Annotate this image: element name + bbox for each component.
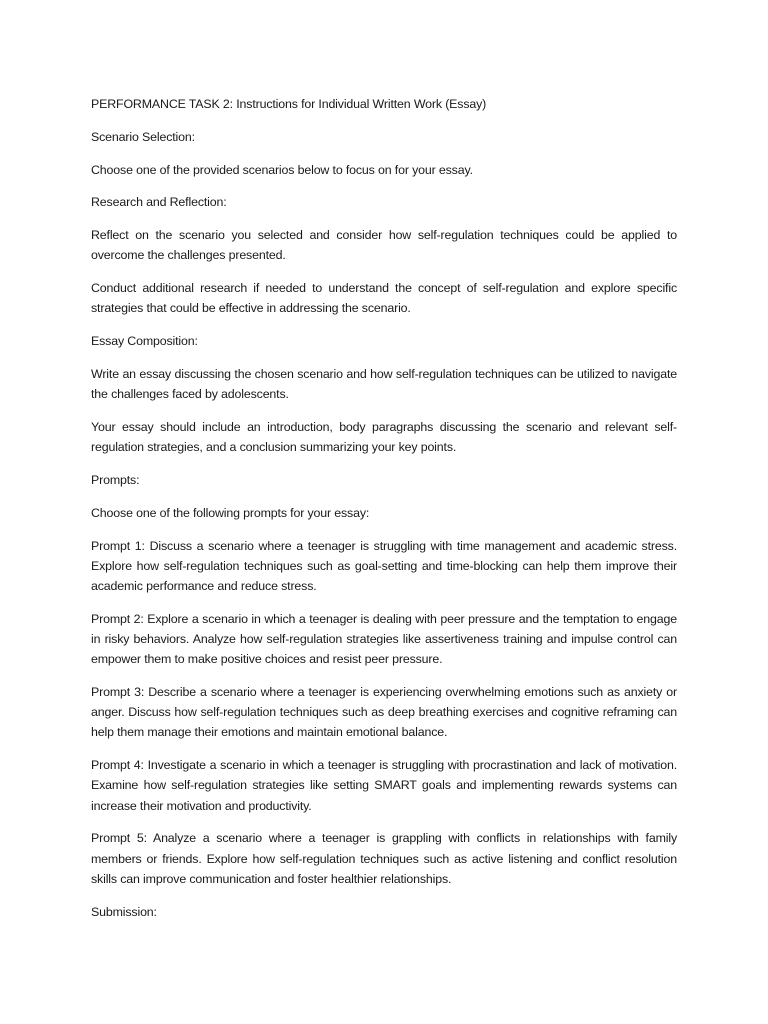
- scenario-selection-text: Choose one of the provided scenarios below to focus on for your essay.: [91, 162, 473, 177]
- prompt-2: Prompt 2: Explore a scenario in which a teenager is dealing with peer pressure and the temptation to engage in risky behaviors. Analyze how self-regulation strategies like assertiveness training and impulse control can empower them to make positive choices and resist peer pressure.: [91, 611, 677, 667]
- prompt-5: Prompt 5: Analyze a scenario where a teenager is grappling with conflicts in relationships with family members or friends. Explore how self-regulation techniques such as active listening and conflict resolution skills can improve communication and foster healthier relationships.: [91, 831, 677, 886]
- prompt-1: Prompt 1: Discuss a scenario where a teenager is struggling with time management and academic stress. Explore how self-regulation techniques such as goal-setting and time-blocking can help them improve their academic performance and reduce stress.: [91, 538, 677, 593]
- scenario-selection-heading: Scenario Selection:: [91, 129, 195, 144]
- prompt-4: Prompt 4: Investigate a scenario in which a teenager is struggling with procrastination and lack of motivation. Examine how self-regulation strategies like setting SMART goals and implementing rewards systems can increase their motivation and productivity.: [91, 758, 677, 813]
- prompts-intro: Choose one of the following prompts for your essay:: [91, 505, 370, 520]
- document-body: [91, 94, 677, 934]
- composition-paragraph-1: Write an essay discussing the chosen scenario and how self-regulation techniques can be utilized to navigate the challenges faced by adolescents.: [91, 366, 677, 402]
- prompts-heading: Prompts:: [91, 472, 140, 487]
- research-paragraph-1: Reflect on the scenario you selected and consider how self-regulation techniques could be applied to overcome the challenges presented.: [91, 228, 677, 263]
- research-heading: Research and Reflection:: [91, 195, 227, 210]
- composition-heading: Essay Composition:: [91, 334, 198, 349]
- prompt-3: Prompt 3: Describe a scenario where a teenager is experiencing overwhelming emotions such as anxiety or anger. Discuss how self-regulation techniques such as deep breathing exercises and cognitive reframing can help them manage their emotions and maintain emotional balance.: [91, 684, 677, 740]
- submission-heading: Submission:: [91, 904, 157, 919]
- research-paragraph-2: Conduct additional research if needed to understand the concept of self-regulation and explore specific strategies that could be effective in addressing the scenario.: [91, 281, 677, 316]
- document-title: PERFORMANCE TASK 2: Instructions for Individual Written Work (Essay): [91, 97, 487, 111]
- composition-paragraph-2: Your essay should include an introduction, body paragraphs discussing the scenario and relevant self-regulation strategies, and a conclusion summarizing your key points.: [91, 419, 677, 455]
